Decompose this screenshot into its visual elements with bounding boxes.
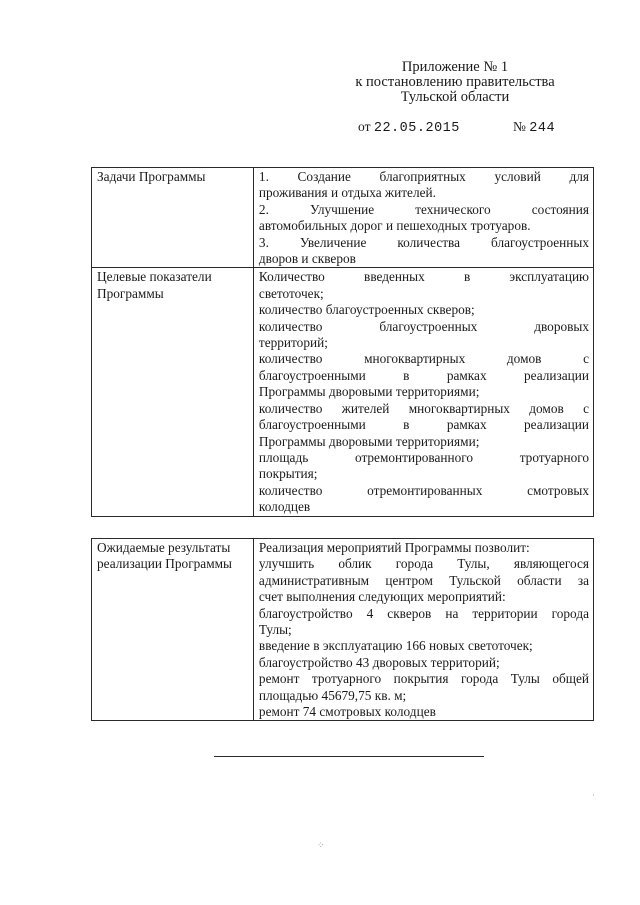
signature-separator-line [214,756,484,757]
content-line: покрытия; [258,466,318,482]
appendix-reference: к постановлению правительства [355,74,555,90]
content-line: Количество введенных в эксплуатацию [258,269,589,285]
table-row [92,268,594,516]
content-line: благоустроенными в рамках реализации [258,417,589,433]
content-line: Программы дворовыми территориями; [258,384,480,400]
row-label: Целевые показатели Программы [92,268,254,516]
content-line: количество многоквартирных домов с [258,351,589,367]
content-line: дворов и скверов [258,251,356,267]
appendix-region: Тульской области [400,89,510,105]
content-line: территорий; [258,335,328,351]
content-line: благоустроенными в рамках реализации [258,367,589,383]
table-row [92,539,594,721]
decree-date [358,119,460,136]
content-line: количество отремонтированных смотровых [258,482,589,498]
decree-number-prefix: № [513,119,526,134]
content-line: колодцев [258,499,311,515]
content-line: Программы дворовыми территориями; [258,433,480,449]
content-line: благоустройство 43 дворовых территорий; [258,654,500,670]
content-line: благоустройство 4 скверов на территории города [258,605,589,621]
content-line: проживания и отдыха жителей. [258,185,436,201]
content-line: 1. Создание благоприятных условий для [258,169,589,184]
row-label: Задачи Программы [92,168,254,268]
content-line: площадь отремонтированного тротуарного [258,449,589,465]
content-line: Тулы; [258,622,292,638]
content-line: светоточек; [258,285,324,301]
content-line: счет выполнения следующих мероприятий: [258,589,506,605]
row-content [253,539,593,721]
decree-date-value: 22.05.2015 [373,121,460,136]
content-line: площадью 45679,75 кв. м; [258,687,407,703]
content-line: количество благоустроенных скверов; [258,302,475,318]
row-content [253,268,593,516]
decree-number-value: 244 [529,121,556,136]
scan-noise-mark: · [592,790,595,800]
content-line: количество жителей многоквартирных домов с [258,400,589,416]
expected-results-table [91,538,594,721]
content-line: Реализация мероприятий Программы позволит: [258,540,530,555]
content-line: улучшить облик города Тулы, являющегося [258,556,589,572]
content-line: введение в эксплуатацию 166 новых светоточек; [258,638,533,654]
appendix-header [340,60,570,105]
appendix-title: Приложение № 1 [401,59,509,75]
content-line: 2. Улучшение технического состояния [258,201,589,217]
row-label: Ожидаемые результаты реализации Программы [92,539,254,721]
content-line: 3. Увеличение количества благоустроенных [258,234,589,250]
scan-noise-mark: ⁘ [317,840,325,850]
program-passport-table [91,167,594,517]
content-line: ремонт тротуарного покрытия города Тулы общей [258,671,589,687]
content-line: административным центром Тульской области за [258,572,589,588]
row-content [253,168,593,268]
content-line: количество благоустроенных дворовых [258,318,589,334]
content-line: ремонт 74 смотровых колодцев [258,704,436,720]
table-row [92,168,594,268]
decree-date-prefix: от [358,119,371,134]
decree-number [513,119,555,136]
content-line: автомобильных дорог и пешеходных тротуаров. [258,218,531,234]
